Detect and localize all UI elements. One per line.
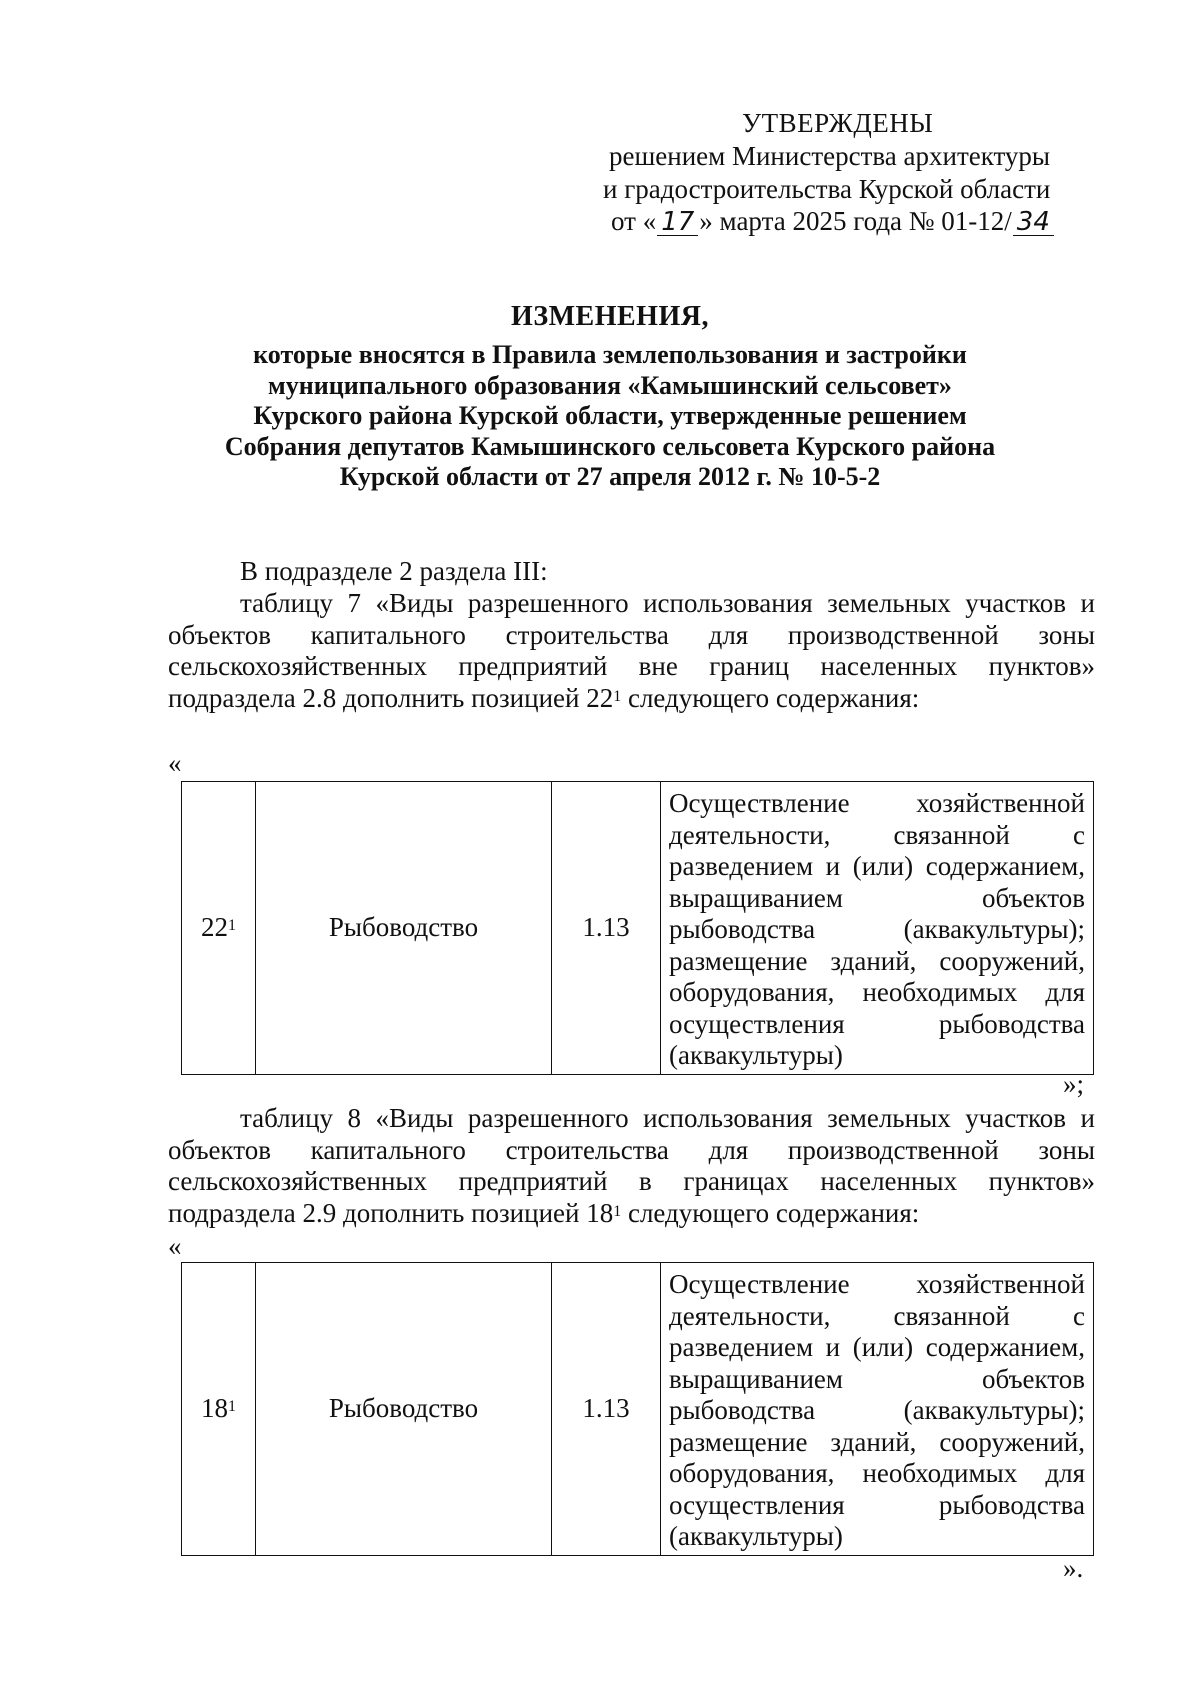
position-name: Рыбоводство [256, 782, 552, 1075]
position-code: 1.13 [552, 1263, 661, 1556]
document-title: ИЗМЕНЕНИЯ, [511, 301, 709, 332]
open-quote-1: « [168, 748, 182, 778]
position-table-22-1 [181, 781, 1094, 1075]
handwritten-day: 17 [657, 209, 698, 236]
paragraph-1-text: таблицу 7 «Виды разрешенного использования земельных участков и объектов капитального строительства для производственной зоны сельскохозяйственных предприятий вне границ населенных пунктов» подраздела 2.8 дополнить позицией 22 [168, 588, 1095, 713]
position-description [661, 1263, 1094, 1556]
approval-line-3 [611, 206, 1055, 237]
description-line: рыбоводства (аквакультуры); [669, 1395, 1085, 1425]
approval-date-middle: » марта 2025 года № 01-12/ [699, 206, 1012, 236]
paragraph-table-8 [168, 1103, 1095, 1229]
open-quote-2: « [168, 1231, 182, 1261]
paragraph-2-tail: следующего содержания: [621, 1197, 920, 1228]
position-number-sup: 1 [228, 1398, 236, 1415]
description-line: (аквакультуры) [669, 1521, 843, 1551]
description-line: оборудования, необходимых для [669, 977, 1085, 1007]
position-number-cell [182, 1263, 256, 1556]
close-quote-2: ». [1063, 1553, 1084, 1583]
approval-line-2: и градостроительства Курской области [603, 174, 1051, 204]
description-line: размещение зданий, сооружений, [669, 945, 1085, 976]
description-line: оборудования, необходимых для [669, 1458, 1085, 1488]
paragraph-1-sup: 1 [613, 687, 622, 705]
close-quote-1: »; [1063, 1069, 1085, 1099]
position-number-sup: 1 [228, 917, 236, 934]
table-row [182, 1263, 1094, 1556]
description-line: деятельности, связанной с [669, 1300, 1085, 1331]
approval-title: УТВЕРЖДЕНЫ [742, 108, 934, 138]
description-line: разведением и (или) содержанием, [669, 1332, 1085, 1362]
paragraph-table-7 [168, 588, 1095, 714]
description-line: выращиванием объектов [669, 882, 1085, 913]
position-table-18-1 [181, 1262, 1094, 1556]
position-number: 18 [201, 1393, 228, 1423]
description-line: разведением и (или) содержанием, [669, 851, 1085, 881]
handwritten-number: 34 [1013, 209, 1054, 236]
approval-line-1: решением Министерства архитектуры [609, 141, 1051, 171]
description-line: (аквакультуры) [669, 1040, 843, 1070]
position-number: 22 [201, 912, 228, 942]
description-line: рыбоводства (аквакультуры); [669, 914, 1085, 944]
description-line: деятельности, связанной с [669, 819, 1085, 850]
position-description [661, 782, 1094, 1075]
position-number-cell [182, 782, 256, 1075]
paragraph-2-text: таблицу 8 «Виды разрешенного использования земельных участков и объектов капитального строительства для производственной зоны сельскохозяйственных предприятий в границах населенных пунктов» подраздела 2.9 дополнить позицией 18 [168, 1103, 1095, 1228]
description-line: выращиванием объектов [669, 1363, 1085, 1394]
approval-date-prefix: от « [611, 206, 657, 236]
description-line: осуществления рыбоводства [669, 1489, 1085, 1520]
position-code: 1.13 [552, 782, 661, 1075]
description-line: Осуществление хозяйственной [669, 1269, 1085, 1299]
document-title-block [160, 300, 1060, 493]
intro-text: В подразделе 2 раздела III: [240, 556, 548, 586]
subtitle-line: Курской области от 27 апреля 2012 г. № 10-5-2 [339, 462, 881, 491]
subtitle-line: Курского района Курской области, утвержденные решением [253, 401, 967, 430]
paragraph-1-tail: следующего содержания: [621, 682, 920, 713]
description-line: осуществления рыбоводства [669, 1008, 1085, 1039]
subtitle-line: которые вносятся в Правила землепользования и застройки [253, 340, 967, 369]
subtitle-line: Собрания депутатов Камышинского сельсовета Курского района [224, 431, 996, 461]
paragraph-2-sup: 1 [613, 1202, 622, 1220]
position-name: Рыбоводство [256, 1263, 552, 1556]
table-row [182, 782, 1094, 1075]
description-line: Осуществление хозяйственной [669, 788, 1085, 818]
subtitle-line: муниципального образования «Камышинский сельсовет» [268, 370, 952, 400]
description-line: размещение зданий, сооружений, [669, 1426, 1085, 1457]
